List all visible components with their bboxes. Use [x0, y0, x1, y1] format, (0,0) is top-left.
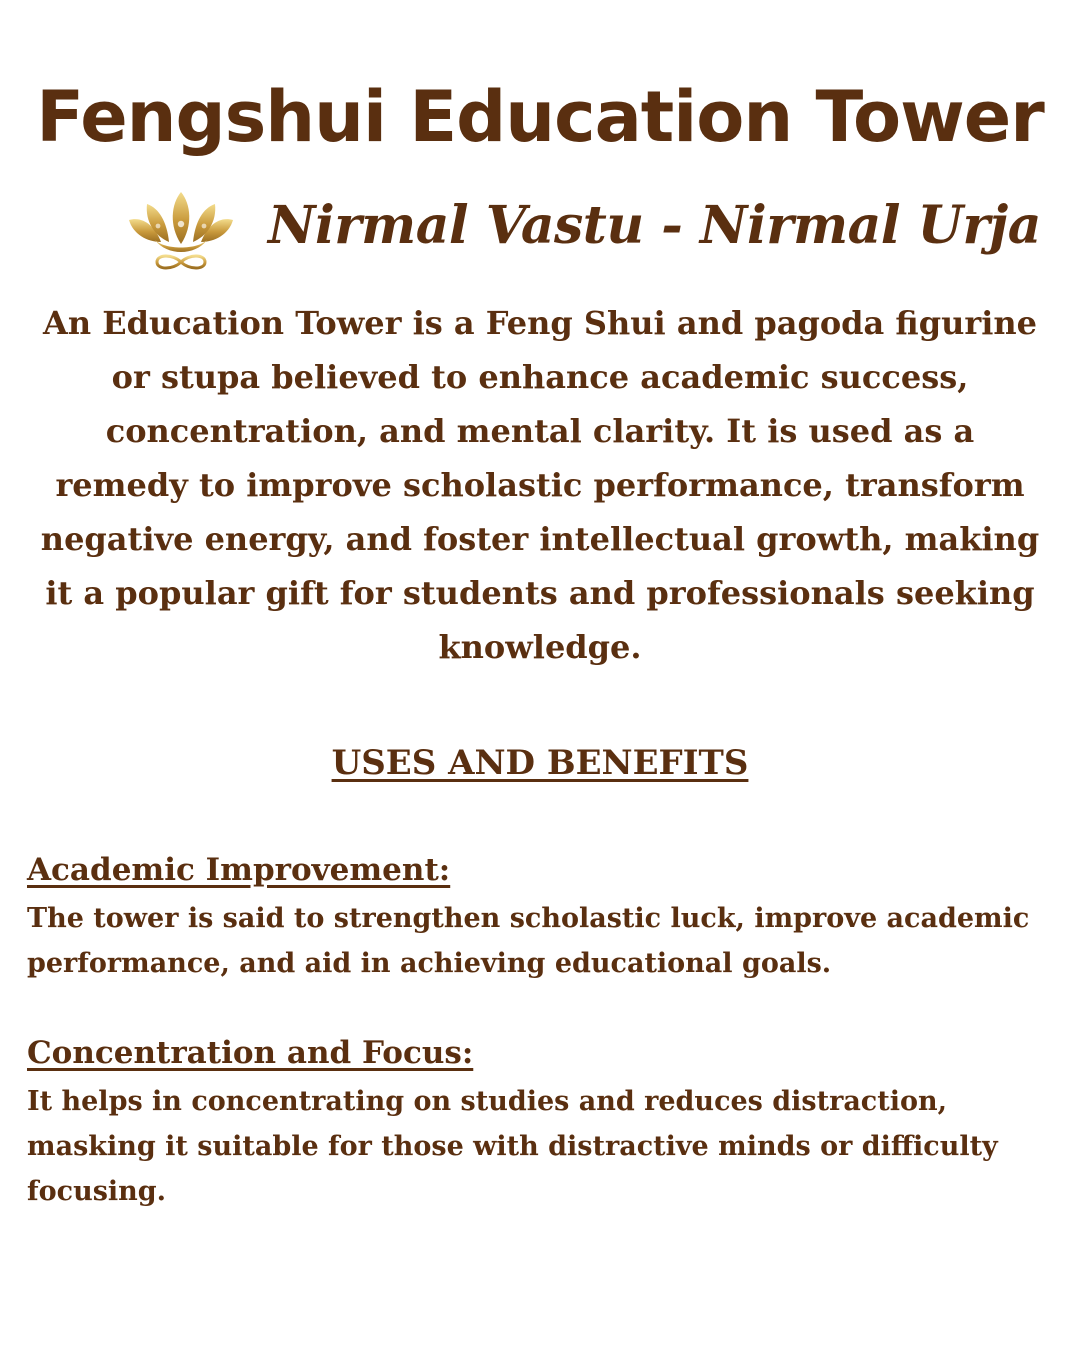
benefit-item	[27, 850, 1057, 986]
golden-lotus-icon	[125, 190, 237, 274]
benefit-item	[27, 1033, 1057, 1214]
benefit-description: The tower is said to strengthen scholastic luck, improve academic performance, and aid in achieving educational goals.	[27, 903, 1030, 979]
brand-row	[0, 190, 1080, 275]
benefit-description: It helps in concentrating on studies and reduces distraction, masking it suitable for those with distractive minds or difficulty focusing.	[27, 1086, 998, 1207]
benefit-title: Concentration and Focus:	[27, 1035, 474, 1071]
page-title: Fengshui Education Tower	[36, 76, 1044, 158]
benefit-title: Academic Improvement:	[27, 852, 451, 888]
intro-paragraph: An Education Tower is a Feng Shui and pagoda figurine or stupa believed to enhance academic success, concentration, and mental clarity. It is used as a remedy to improve scholastic performance, transform negative energy, and foster intellectual growth, making it a popular gift for students and professionals seeking knowledge.	[40, 304, 1040, 666]
section-heading: USES AND BENEFITS	[331, 743, 749, 783]
brand-tagline: Nirmal Vastu - Nirmal Urja	[268, 195, 1041, 256]
